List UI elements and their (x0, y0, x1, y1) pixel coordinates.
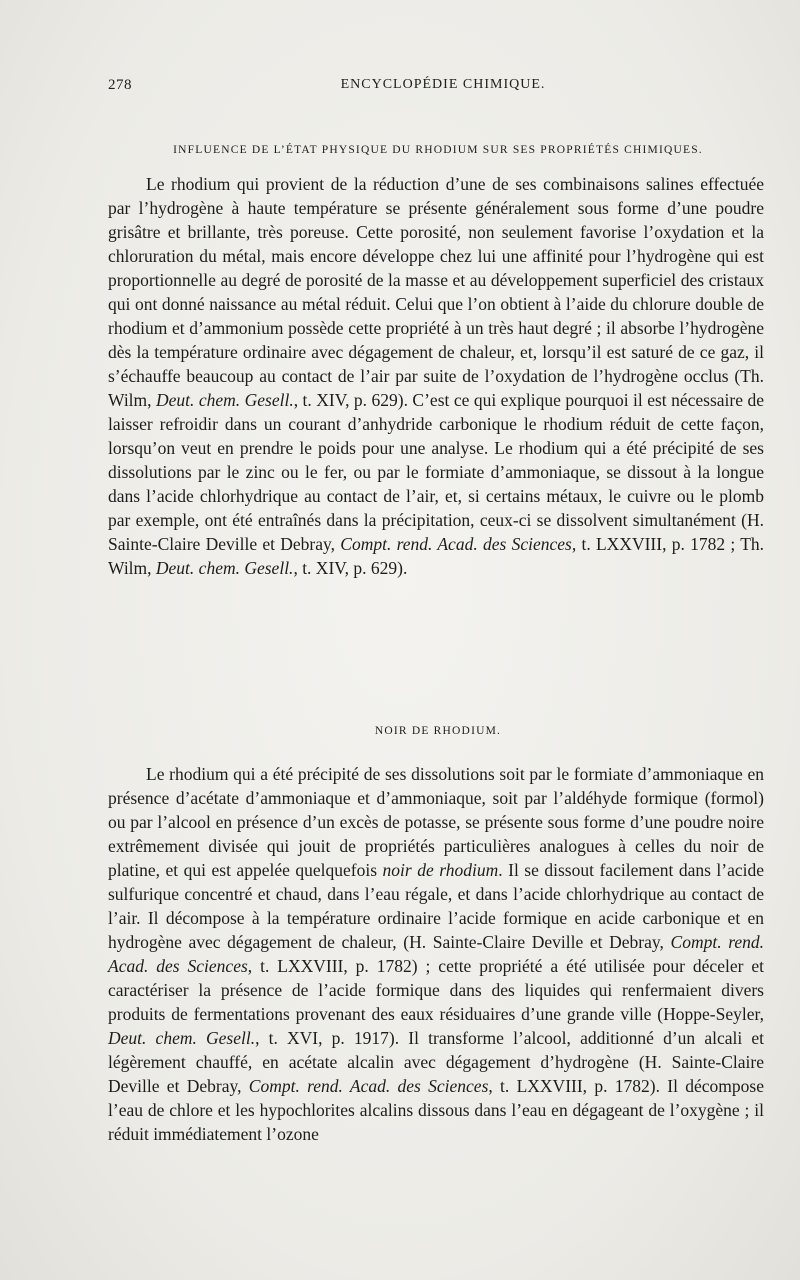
page-number: 278 (108, 77, 132, 93)
section-heading-influence: INFLUENCE DE L’ÉTAT PHYSIQUE DU RHODIUM SUR SES PROPRIÉTÉS CHIMIQUES. (173, 144, 703, 156)
running-head (108, 77, 768, 99)
journal-citation: Compt. rend. Acad. des Sciences (108, 932, 764, 976)
paragraph-text: , t. LXXVIII, p. 1782) ; cette propriété a été utilisée pour déceler et caractériser la présence de l’acide formique dans des liquides qui renfermaient divers produits de fermentations provenant des eaux résiduaires d’une grande ville (Hoppe-Seyler, (108, 956, 764, 1024)
journal-citation: Deut. chem. Gesell. (108, 1028, 256, 1048)
journal-citation: Compt. rend. Acad. des Sciences (340, 534, 572, 554)
paragraph-text: , t. XIV, p. 629). (293, 558, 408, 578)
paragraph-text: , t. XIV, p. 629). C’est ce qui explique pourquoi il est nécessaire de laisser refroidir dans un courant d’anhydride carbonique le rhodium réduit de cette façon, lorsqu’on veut en prendre le poids pour une analyse. Le rhodium qui a été précipité de ses dissolutions par le zinc ou le fer, ou par le formiate d’ammoniaque, se dissout à la longue dans l’acide chlorhydrique au contact de l’air, et, si certains métaux, le cuivre ou le plomb par exemple, ont été entraînés dans la précipitation, ceux-ci se dissolvent simultanément (H. Sainte-Claire Deville et Debray, (108, 390, 764, 554)
term-italic: noir de rhodium (382, 860, 499, 880)
journal-citation: Deut. chem. Gesell. (155, 558, 294, 578)
paragraph-text: Le rhodium qui a été précipité de ses dissolutions soit par le formiate d’ammoniaque en présence d’acétate d’ammoniaque et d’ammoniaque, soit par l’aldéhyde formique (formol) ou par l’alcool en présence d’un excès de potasse, se présente sous forme d’une poudre noire extrêmement divisée qui jouit de propriétés particulières analogues à celles du noir de platine, et qui est appelée quelquefois (108, 764, 764, 880)
running-title: ENCYCLOPÉDIE CHIMIQUE. (340, 77, 546, 92)
paragraph-text: . Il se dissout facilement dans l’acide sulfurique concentré et chaud, dans l’eau régale, et dans l’acide chlorhydrique au contact de l’air. Il décompose à la température ordinaire l’acide formique en acide carbonique et en hydrogène avec dégagement de chaleur, (H. Sainte-Claire Deville et Debray, (108, 860, 765, 952)
paragraph-text: , t. XVI, p. 1917). Il transforme l’alcool, additionné d’un alcali et légèrement chauffé, en acétate alcalin avec dégagement d’hydrogène (H. Sainte-Claire Deville et Debray, (108, 1028, 764, 1096)
paragraph-text: Le rhodium qui provient de la réduction d’une de ses combinaisons salines effectuée par l’hydrogène à haute température se présente généralement sous forme d’une poudre grisâtre et brillante, très poreuse. Cette porosité, non seulement favorise l’oxydation et la chloruration du métal, mais encore développe chez lui une affinité pour l’hydrogène qui est proportionnelle au degré de porosité de la masse et au développement superficiel des cristaux qui ont donné naissance au métal réduit. Celui que l’on obtient à l’aide du chlorure double de rhodium et d’ammonium possède cette propriété à un très haut degré ; il absorbe l’hydrogène dès la température ordinaire avec dégagement de chaleur, et, lorsqu’il est saturé de ce gaz, il s’échauffe beaucoup au contact de l’air par suite de l’oxydation de l’hydrogène occlus (Th. Wilm, (108, 174, 764, 410)
paragraph-text: , t. LXXVIII, p. 1782 ; Th. Wilm, (108, 534, 765, 578)
journal-citation: Deut. chem. Gesell. (156, 390, 294, 410)
paragraph-influence (108, 172, 764, 580)
paragraph-noir (108, 762, 764, 1146)
section-heading-noir: NOIR DE RHODIUM. (374, 725, 502, 737)
journal-citation: Compt. rend. Acad. des Sciences (248, 1076, 489, 1096)
paragraph-text: , t. LXXVIII, p. 1782). Il décompose l’eau de chlore et les hypochlorites alcalins dissous dans l’eau en dégageant de l’oxygène ; il réduit immédiatement l’ozone (108, 1076, 764, 1144)
